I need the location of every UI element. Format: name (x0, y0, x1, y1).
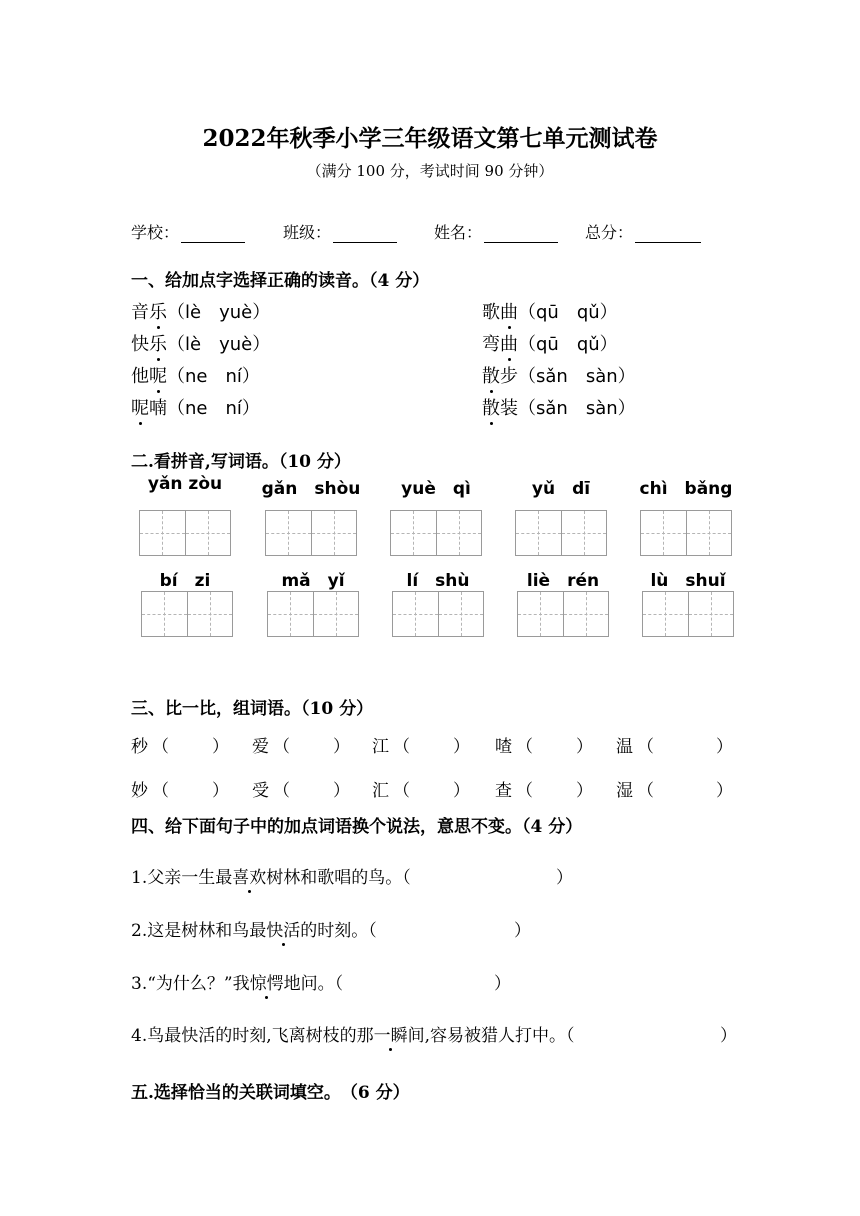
reading-item: 快乐（lè yuè） (131, 330, 270, 356)
paren-open: （ (393, 737, 410, 757)
dotted-word: 惊愕 (250, 969, 284, 994)
writing-grid[interactable] (517, 591, 609, 637)
rewrite-sentence-2: 2.这是树林和鸟最快活的时刻。（ (131, 916, 377, 941)
pinyin-label: bí zi (159, 571, 211, 591)
paren-close: ） (333, 781, 350, 801)
compare-char: 受 (252, 781, 269, 801)
paren-open: （ (152, 737, 169, 757)
reading-item: 散装（sǎn sàn） (482, 394, 636, 420)
reading-options: （qū qǔ） (518, 302, 618, 323)
reading-item: 弯曲（qū qǔ） (482, 330, 618, 356)
writing-grid[interactable] (390, 510, 482, 556)
reading-item: 歌曲（qū qǔ） (482, 298, 618, 324)
paren-close: ） (716, 737, 733, 757)
paren-open: （ (516, 737, 533, 757)
paren-close: ） (212, 737, 229, 757)
paren-open: （ (516, 781, 533, 801)
reading-options: （sǎn sàn） (518, 366, 636, 387)
pinyin-label: lù shuǐ (650, 571, 726, 591)
writing-grid[interactable] (139, 510, 231, 556)
writing-grid[interactable] (265, 510, 357, 556)
compare-char: 查 (495, 781, 512, 801)
writing-grid[interactable] (515, 510, 607, 556)
paren-close: ） (453, 737, 470, 757)
answer-paren-close: ） (514, 921, 531, 941)
compare-char: 江 (372, 737, 389, 757)
score-blank[interactable] (635, 226, 701, 243)
compare-char: 爱 (252, 737, 269, 757)
paren-open: （ (152, 781, 169, 801)
score-field (585, 220, 701, 243)
paren-close: ） (212, 781, 229, 801)
dotted-char: 曲 (500, 330, 518, 356)
rewrite-sentence-1: 1.父亲一生最喜欢树林和歌唱的鸟。（ (131, 863, 411, 888)
school-field (131, 220, 245, 243)
reading-options: （ne ní） (167, 366, 260, 387)
compare-char: 汇 (372, 781, 389, 801)
dotted-char: 散 (482, 394, 500, 420)
writing-grid[interactable] (141, 591, 233, 637)
paren-open: （ (393, 781, 410, 801)
reading-options: （qū qǔ） (518, 334, 618, 355)
compare-char: 湿 (616, 781, 633, 801)
compare-char: 温 (616, 737, 633, 757)
dotted-word: 喜欢 (232, 863, 266, 888)
dotted-char: 曲 (500, 298, 518, 324)
dotted-char: 呢 (131, 394, 149, 420)
pinyin-label: mǎ yǐ (281, 571, 345, 591)
reading-options: （lè yuè） (167, 302, 271, 323)
dotted-char: 乐 (149, 298, 167, 324)
dotted-char: 乐 (149, 330, 167, 356)
paren-open: （ (637, 781, 654, 801)
dotted-char: 呢 (149, 362, 167, 388)
section1-heading: 一、给加点字选择正确的读音。（4 分） (131, 271, 430, 291)
compare-char: 秒 (131, 737, 148, 757)
reading-item: 他呢（ne ní） (131, 362, 260, 388)
answer-paren-close: ） (720, 1026, 737, 1046)
class-label: 班级： (283, 223, 332, 242)
section4-heading: 四、给下面句子中的加点词语换个说法，意思不变。（4 分） (131, 817, 583, 837)
pinyin-label: chì bǎng (639, 479, 733, 499)
reading-item: 散步（sǎn sàn） (482, 362, 636, 388)
paren-open: （ (637, 737, 654, 757)
writing-grid[interactable] (642, 591, 734, 637)
class-blank[interactable] (333, 226, 397, 243)
pinyin-label: yuè qì (401, 479, 471, 499)
pinyin-label: yǎn zòu (147, 474, 223, 494)
writing-grid[interactable] (640, 510, 732, 556)
pinyin-label: gǎn shòu (261, 479, 361, 499)
section3-heading: 三、比一比，组词语。（10 分） (131, 699, 374, 719)
paren-close: ） (716, 781, 733, 801)
name-field (434, 220, 558, 243)
school-label: 学校： (131, 223, 180, 242)
paren-close: ） (333, 737, 350, 757)
section2-heading: 二.看拼音,写词语。（10 分） (131, 452, 351, 472)
paren-close: ） (576, 781, 593, 801)
rewrite-sentence-4: 4.鸟最快活的时刻,飞离树枝的那一瞬间,容易被猎人打中。（ (131, 1021, 575, 1046)
dotted-word: 那一瞬间 (357, 1021, 425, 1046)
reading-options: （lè yuè） (167, 334, 271, 355)
name-label: 姓名： (434, 223, 483, 242)
page-subtitle: （满分 100 分，考试时间 90 分钟） (306, 162, 554, 180)
reading-options: （ne ní） (167, 398, 260, 419)
pinyin-label: liè rén (526, 571, 600, 591)
compare-char: 妙 (131, 781, 148, 801)
writing-grid[interactable] (267, 591, 359, 637)
paren-close: ） (453, 781, 470, 801)
writing-grid[interactable] (392, 591, 484, 637)
paren-open: （ (273, 781, 290, 801)
score-label: 总分： (585, 223, 634, 242)
pinyin-label: lí shù (406, 571, 470, 591)
pinyin-label: yǔ dī (531, 479, 591, 499)
school-blank[interactable] (181, 226, 245, 243)
name-blank[interactable] (484, 226, 558, 243)
compare-char: 喳 (495, 737, 512, 757)
reading-options: （sǎn sàn） (518, 398, 636, 419)
dotted-word: 快活 (266, 916, 300, 941)
section5-heading: 五.选择恰当的关联词填空。 （6 分） (131, 1083, 410, 1103)
reading-item: 呢喃（ne ní） (131, 394, 260, 420)
answer-paren-close: ） (556, 868, 573, 888)
page-title: 2022年秋季小学三年级语文第七单元测试卷 (202, 125, 658, 152)
class-field (283, 220, 397, 243)
reading-item: 音乐（lè yuè） (131, 298, 270, 324)
rewrite-sentence-3: 3.“为什么？”我惊愕地问。（ (131, 969, 343, 994)
paren-open: （ (273, 737, 290, 757)
dotted-char: 散 (482, 362, 500, 388)
answer-paren-close: ） (494, 974, 511, 994)
paren-close: ） (576, 737, 593, 757)
